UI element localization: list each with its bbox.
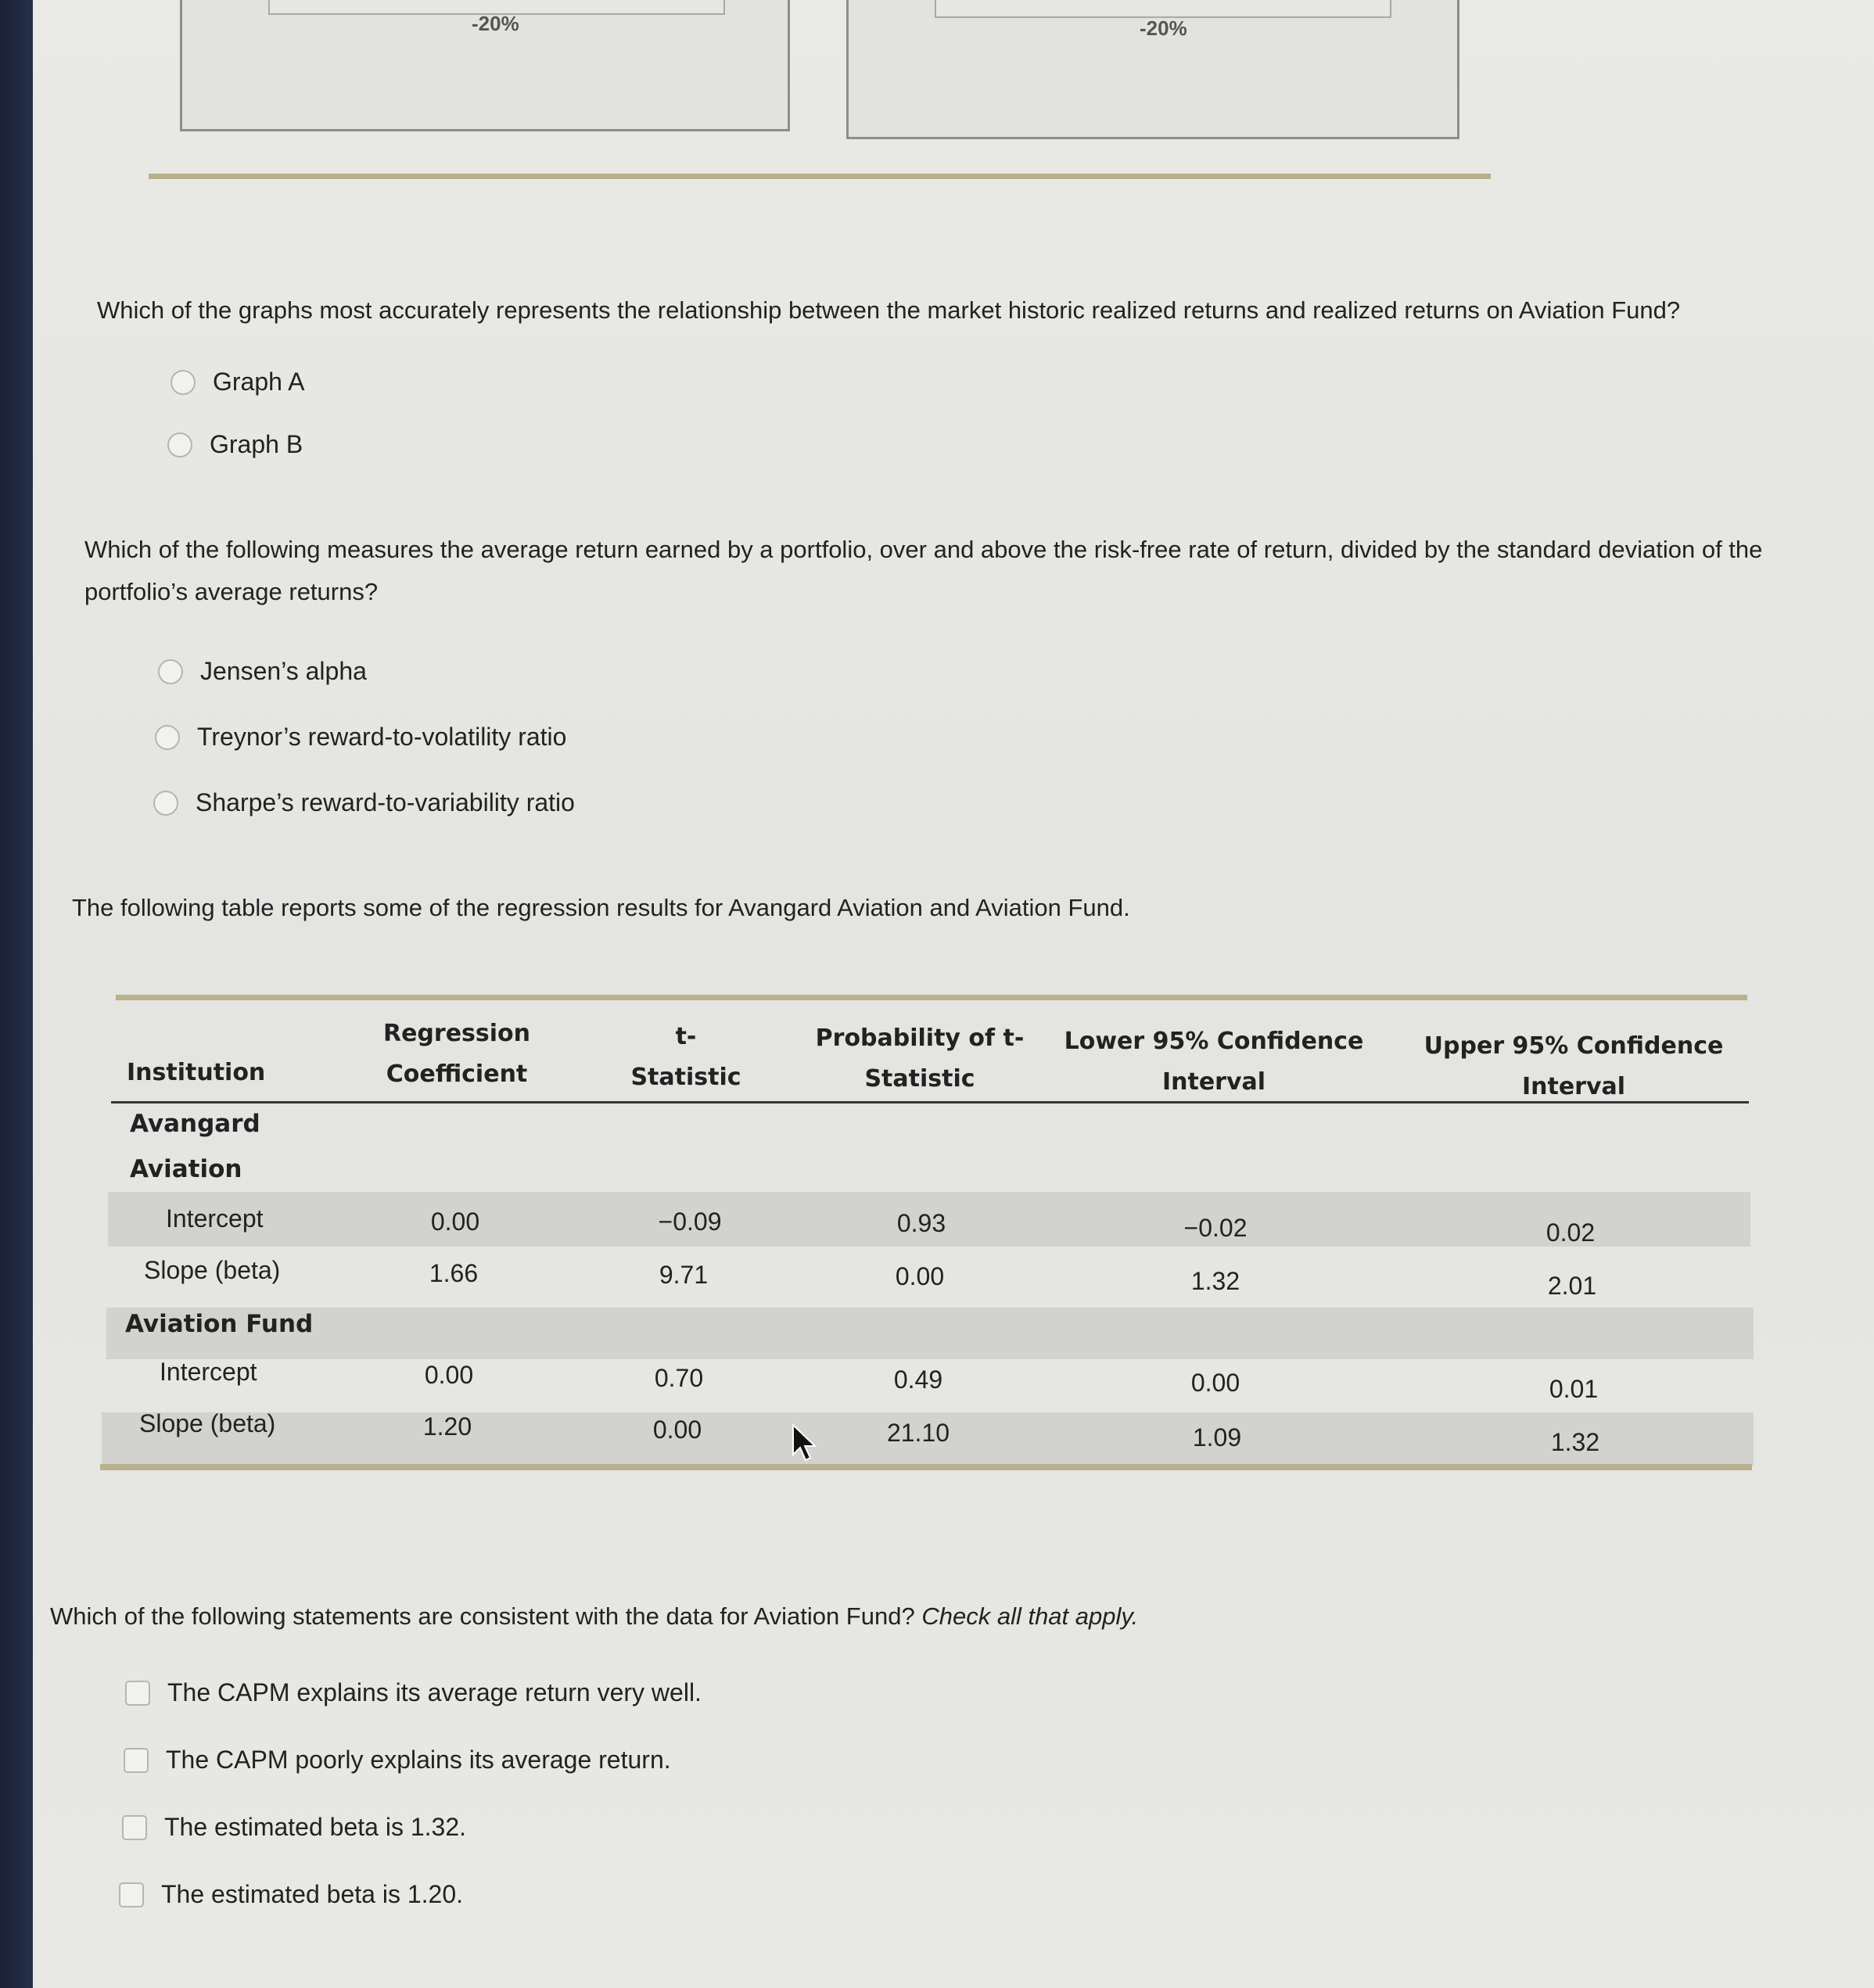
group-label-avangard [130,1101,260,1192]
header-t-statistic-line1: t- [675,1023,697,1050]
table-bottom-rule [100,1464,1752,1470]
header-lower-ci-line2: Interval [1161,1068,1266,1096]
row-label: Slope (beta) [144,1256,281,1284]
checkbox[interactable] [122,1815,147,1840]
graph-b-axis-strip [935,0,1391,18]
radio-button[interactable] [155,725,180,750]
cell-lower-ci: 0.00 [1190,1369,1240,1397]
radio-button[interactable] [153,791,178,816]
checkbox-option-beta-1-20[interactable] [119,1880,463,1909]
header-institution: Institution [127,1059,266,1086]
option-sharpe-ratio[interactable] [153,788,575,817]
header-coefficient [371,1014,543,1095]
cell-upper-ci: 0.02 [1546,1218,1596,1247]
cell-lower-ci: 1.32 [1190,1267,1240,1295]
cell-probability: 0.00 [895,1262,945,1290]
option-label: Graph B [210,430,303,458]
row-band [106,1308,1754,1359]
header-lower-ci [1042,1021,1386,1103]
cell-lower-ci: −0.02 [1183,1214,1248,1242]
group-label-line1: Avangard [130,1110,260,1138]
checkbox-option-capm-poorly[interactable] [124,1746,671,1774]
row-label: Slope (beta) [139,1409,276,1437]
graph-a-tick-label: -20% [472,12,519,35]
cell-probability: 0.49 [893,1365,943,1394]
cell-t-statistic: 9.71 [659,1261,709,1289]
table-intro: The following table reports some of the regression results for Avangard Aviation and Aviation Fund. [72,894,1130,921]
option-label: The CAPM poorly explains its average return. [166,1746,671,1774]
option-label: The estimated beta is 1.32. [164,1813,466,1841]
radio-button[interactable] [167,432,192,458]
header-coefficient-line2: Coefficient [386,1060,528,1088]
radio-button[interactable] [158,659,183,684]
cell-upper-ci: 0.01 [1549,1375,1599,1403]
cell-coefficient: 0.00 [430,1208,480,1236]
section-divider [149,174,1491,179]
cell-probability: 0.93 [896,1209,946,1237]
header-upper-ci-line2: Interval [1521,1073,1626,1100]
option-label: Jensen’s alpha [200,657,367,685]
header-upper-ci-line1: Upper 95% Confidence [1423,1032,1724,1060]
group-label-line2: Aviation [130,1155,242,1183]
option-treynor-ratio[interactable] [155,723,566,752]
header-coefficient-line1: Regression [382,1020,531,1047]
checkbox[interactable] [124,1748,149,1773]
cell-probability: 21.10 [886,1419,950,1447]
cell-t-statistic: 0.70 [654,1364,704,1392]
option-label: The CAPM explains its average return very well. [167,1678,702,1706]
header-probability-line2: Statistic [864,1065,975,1093]
graph-b-tick-label: -20% [1140,16,1187,40]
question-aviation-fund [50,1595,1771,1638]
question-graphs: Which of the graphs most accurately represents the relationship between the market historic realized returns and realized returns on Aviation Fund? [97,296,1681,324]
graph-b-panel [846,0,1459,139]
question-sharpe: Which of the following measures the average return earned by a portfolio, over and above the risk-free rate of return, divided by the standard deviation of the portfolio’s average returns? [84,536,1763,605]
cell-t-statistic: 0.00 [652,1416,702,1444]
table-top-rule [116,995,1747,1000]
checkbox[interactable] [119,1882,144,1907]
table-header-rule [111,1101,1749,1103]
cell-coefficient: 0.00 [424,1361,474,1389]
cell-coefficient: 1.20 [422,1412,472,1441]
graph-a-panel [180,0,790,131]
option-label: Graph A [213,368,305,396]
checkbox[interactable] [125,1681,150,1706]
checkbox-option-beta-1-32[interactable] [122,1813,466,1842]
cell-t-statistic: −0.09 [658,1208,722,1236]
cell-upper-ci: 2.01 [1547,1272,1597,1300]
cell-coefficient: 1.66 [429,1259,479,1287]
header-lower-ci-line1: Lower 95% Confidence [1064,1028,1364,1055]
row-label: Intercept [166,1204,264,1233]
option-graph-a[interactable] [171,368,304,397]
option-graph-b[interactable] [167,430,303,459]
option-label: The estimated beta is 1.20. [161,1880,463,1908]
header-upper-ci [1402,1026,1746,1107]
header-t-statistic [612,1017,760,1098]
option-label: Sharpe’s reward-to-variability ratio [196,788,575,816]
group-label-aviation-fund: Aviation Fund [125,1310,314,1338]
left-sidebar-edge [0,0,33,1988]
cell-upper-ci: 1.32 [1550,1428,1600,1456]
question-instruction: Check all that apply. [921,1602,1139,1630]
row-label: Intercept [160,1358,257,1386]
assignment-page [33,0,1874,1988]
radio-button[interactable] [171,370,196,395]
option-label: Treynor’s reward-to-volatility ratio [197,723,567,751]
question-text: Which of the following statements are consistent with the data for Aviation Fund? [50,1602,915,1630]
header-probability-line1: Probability of t- [815,1025,1025,1052]
cell-lower-ci: 1.09 [1192,1423,1242,1452]
option-jensens-alpha[interactable] [158,657,367,686]
header-probability [779,1018,1061,1100]
checkbox-option-capm-well[interactable] [125,1678,702,1707]
header-t-statistic-line2: Statistic [630,1064,741,1091]
